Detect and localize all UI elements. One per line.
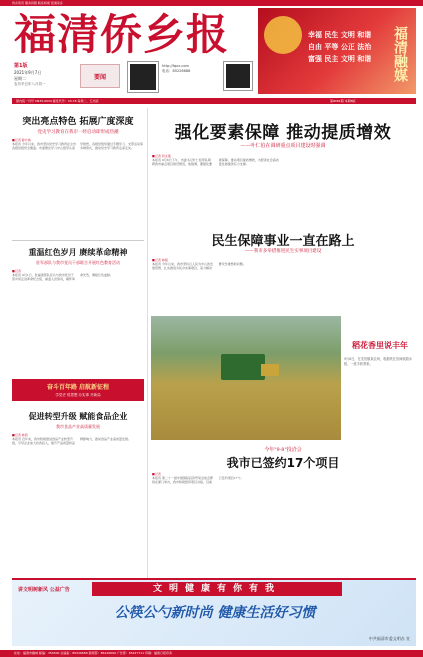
h2-title[interactable]: 民生保障事业一直在路上	[211, 234, 355, 249]
h3-body-wrap	[152, 472, 414, 526]
topline-text: 侨乡资讯 服务侨胞 联系桥梁 报道家乡	[12, 1, 63, 5]
footer-text: 社址：福清市融城 邮编：350300 总编室：85226688 新闻部：85226699 广告部：85227711 印刷：福建日报印务	[14, 651, 173, 655]
banner-title: 奋斗百年路 启航新征程	[46, 384, 110, 391]
h-tag: ■记者 何文强	[152, 154, 171, 158]
a1-body: 本报讯 今年以来，我市坚持党史学习教育在全市各级党组织全覆盖。市委理论学习中心组带头深学细悟，各级党组织通过专题学习、支部活动等多种形式，推动党史学习教育走深走实。	[12, 142, 144, 151]
issue-date: 2021年9月7日	[14, 70, 42, 75]
info-right: 第8081期 本期8版	[330, 99, 356, 103]
a3-sub: 我市食品产业高质量发展	[56, 424, 100, 429]
qr-code-right	[224, 62, 252, 90]
harvest-photo	[151, 316, 341, 440]
ad-main: 公筷公勺新时尚 健康生活好习惯	[114, 605, 316, 621]
a3-title[interactable]: 促进转型升级 赋能食品企业	[28, 412, 128, 421]
banner-sub: 自由 平等 公正 法治	[308, 43, 372, 51]
photo-caption: 9月6日，在龙田镇某农场，收割机在田间收割水稻，一派丰收景象。	[344, 357, 412, 366]
lunar-date: 农历辛丑年八月初一	[14, 82, 46, 86]
a2-sub: 驻军部队与我市党员干部联合开展红色教育活动	[36, 260, 120, 265]
a3-body: 本报讯 近年来，我市积极推进食品产业转型升级，引导企业加大技改投入，提升产品质量和品牌影响力，推动食品产业高质量发展。	[12, 437, 132, 446]
main-headline[interactable]: 强化要素保障 推动提质增效	[174, 123, 392, 143]
h2-body: 本报讯 今年以来，我市坚持以人民为中心的发展思想，扎实推进为民办实事项目，着力解决群众急难愁盼问题。	[152, 262, 246, 271]
phone: 电话：85226688	[162, 69, 191, 73]
ad-credit: 中共福清市委文明办 宣	[368, 636, 410, 641]
h-body: 本报讯 9月6日下午，市委书记叶仁伯带队调研我市重点项目建设情况，他强调，要强化要素保障，推动项目提质增效，为经济社会高质量发展提供有力支撑。	[152, 158, 279, 167]
grain-icon	[261, 364, 279, 376]
banner-slogan: 学党史 悟思想 办实事 开新局	[55, 393, 101, 397]
public-ad	[12, 578, 416, 646]
banner-sub2: 富强 民主 文明 和谐	[308, 55, 372, 63]
h2-body-wrap	[152, 258, 414, 312]
ad-tag: 讲文明树新风 公益广告	[18, 587, 70, 593]
divider	[12, 240, 144, 241]
photo-caption-wrap	[344, 316, 416, 440]
headline-body-wrap	[152, 154, 414, 224]
a2-tag: ■记者	[12, 269, 21, 273]
h3-body: 本报讯 第二十一届中国国际投资贸易洽谈会即将在厦门举办，我市积极组织项目对接，目前已签约项目17个。	[152, 476, 244, 485]
emblem-icon	[264, 16, 302, 54]
column-rule	[147, 108, 148, 578]
a2-title[interactable]: 重温红色岁月 赓续革命精神	[28, 248, 128, 257]
h3-title[interactable]: 我市已签约17个项目	[226, 456, 340, 470]
weekday: 星期二	[14, 76, 26, 81]
a1-title[interactable]: 突出亮点特色 拓展广度深度	[22, 117, 134, 127]
a1-tag: ■记者 薛方诚	[12, 138, 31, 142]
edition-label: 要闻	[93, 74, 106, 81]
site-url[interactable]: http://fqxx.com	[162, 64, 189, 68]
info-mid: 国内统一刊号 CN35-0034 邮发代号：33-78 每周二、五出版	[16, 99, 99, 103]
a1-sub: 党史学习教育在我市一经启动即形成热潮	[37, 130, 119, 135]
a3-tag: ■记者 林莉	[12, 433, 28, 437]
edition-box	[80, 64, 120, 88]
h3-pre: 今年"9·8"投洽会	[264, 447, 302, 453]
masthead-banner	[258, 8, 416, 94]
qr-code-left	[128, 62, 158, 92]
main-headline-sub: ——叶仁伯在调研重点项目建设时强调	[240, 143, 326, 149]
photo-title: 稻花香里说丰年	[352, 341, 408, 350]
left-column	[12, 108, 144, 653]
party-banner	[12, 379, 144, 401]
harvester-icon	[221, 354, 265, 380]
h2-sub: ——我市多举措推进民生实事项目建设	[244, 249, 322, 254]
top-red-bar	[0, 0, 423, 6]
banner-tag: 福清融媒	[392, 26, 408, 82]
banner-heading: 幸福 民生 文明 和谐	[308, 31, 372, 39]
h2-tag: ■记者 林娟	[152, 258, 168, 262]
masthead-title: 福清侨乡报	[14, 10, 230, 59]
h3-tag: ■记者	[152, 472, 161, 476]
ad-slogan: 文明健康有你有我	[92, 582, 342, 596]
edition-no: 第1版	[14, 63, 28, 69]
a2-body: 本报讯 9月1日，驻福清部队官兵与我市党员干部共同走进革命纪念馆，重温入党誓词，缅怀革命先烈，赓续红色血脉。	[12, 273, 114, 282]
